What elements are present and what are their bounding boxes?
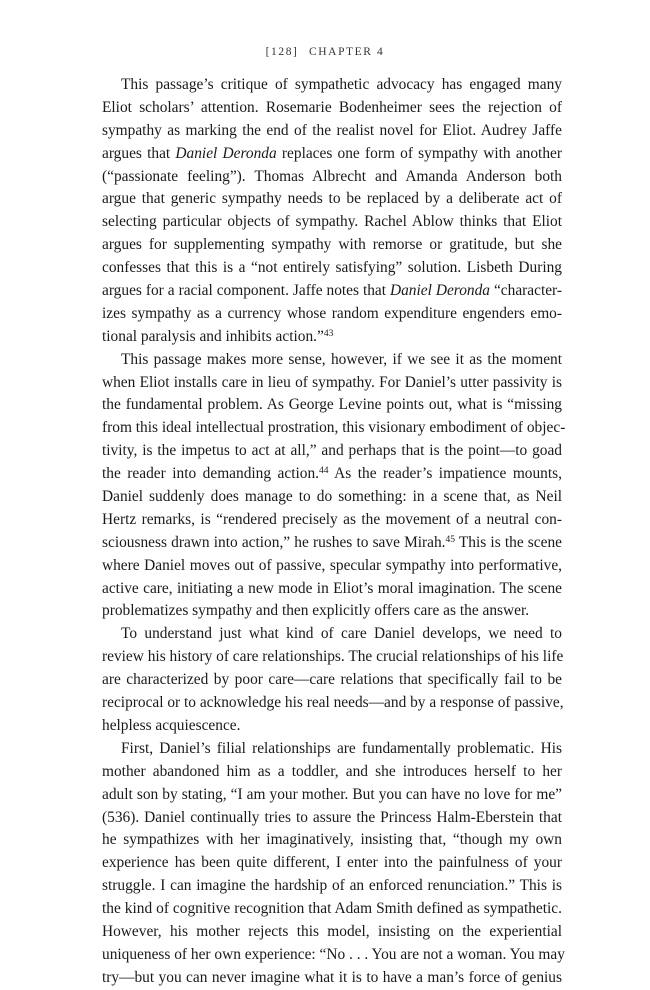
text-line: To understand just what kind of care Daniel develops, we need to bbox=[121, 625, 562, 643]
text-line: the kind of cognitive recognition that Adam Smith defined as sympathetic. bbox=[102, 900, 562, 918]
text-line: when Eliot installs care in lieu of sympathy. For Daniel’s utter passivity is bbox=[102, 373, 562, 391]
text-line: izes sympathy as a currency whose random expenditure engenders emo- bbox=[102, 304, 562, 322]
text-line: review his history of care relationships. The crucial relationships of his life bbox=[102, 648, 564, 666]
body-text bbox=[102, 74, 566, 990]
footnote-marker: 44 bbox=[319, 466, 329, 477]
running-header bbox=[0, 46, 650, 58]
text-line: (“passionate feeling”). Thomas Albrecht and Amanda Anderson both bbox=[102, 167, 562, 185]
text-line: the fundamental problem. As George Levine points out, what is “missing bbox=[102, 396, 562, 414]
text-line: argue that generic sympathy needs to be replaced by a deliberate act of bbox=[102, 190, 562, 208]
text-line: This passage makes more sense, however, if we see it as the moment bbox=[121, 350, 562, 368]
text-line: argues for supplementing sympathy with remorse or gratitude, but she bbox=[102, 236, 562, 254]
text-line: confesses that this is a “not entirely satisfying” solution. Lisbeth During bbox=[102, 259, 562, 277]
text-line: However, his mother rejects this model, insisting on the experiential bbox=[102, 922, 562, 940]
text-line: helpless acquiescence. bbox=[102, 716, 241, 734]
text-line: selecting particular objects of sympathy. Rachel Ablow thinks that Eliot bbox=[102, 213, 562, 231]
text-line: argues that Daniel Deronda replaces one form of sympathy with another bbox=[102, 144, 562, 162]
chapter-label: CHAPTER 4 bbox=[308, 46, 385, 58]
text-line: reciprocal or to acknowledge his real needs—and by a response of passive, bbox=[102, 694, 564, 712]
text-line: are characterized by poor care—care relations that specifically fail to be bbox=[102, 671, 562, 689]
text-line: he sympathizes with her imaginatively, insisting that, “though my own bbox=[102, 831, 562, 849]
text-line: First, Daniel’s filial relationships are fundamentally problematic. His bbox=[121, 739, 562, 757]
text-line: (536). Daniel continually tries to assure the Princess Halm-Eberstein that bbox=[102, 808, 562, 826]
text-line: the reader into demanding action.$^{44}$ As the reader’s impatience mounts, bbox=[102, 465, 562, 483]
text-line: adult son by stating, “I am your mother. But you can have no love for me” bbox=[102, 785, 562, 803]
footnote-marker: 43 bbox=[323, 328, 334, 339]
page-number: [128] bbox=[265, 46, 299, 58]
text-line: try—but you can never imagine what it is to have a man’s force of genius bbox=[102, 968, 562, 986]
text-line: sciousness drawn into action,” he rushes to save Mirah.$^{45}$ This is the scene bbox=[102, 533, 562, 551]
text-line: experience has been quite different, I enter into the painfulness of your bbox=[102, 854, 562, 872]
text-line: This passage’s critique of sympathetic advocacy has engaged many bbox=[121, 76, 562, 93]
text-line: struggle. I can imagine the hardship of an enforced renunciation.” This is bbox=[102, 877, 562, 895]
text-line: mother abandoned him as a toddler, and she introduces herself to her bbox=[102, 762, 562, 780]
text-line: from this ideal intellectual prostration, this visionary embodiment of objec- bbox=[102, 419, 566, 437]
text-line: uniqueness of her own experience: “No . . . You are not a woman. You may bbox=[102, 945, 565, 963]
text-line: Daniel suddenly does manage to do something: in a scene that, as Neil bbox=[102, 488, 562, 506]
italic-title: Daniel Deronda bbox=[175, 144, 277, 162]
footnote-marker: 45 bbox=[445, 534, 456, 545]
italic-title: Daniel Deronda bbox=[390, 282, 490, 300]
text-line: Hertz remarks, is “rendered precisely as the movement of a neutral con- bbox=[102, 510, 562, 528]
text-line: sympathy as marking the end of the realist novel for Eliot. Audrey Jaffe bbox=[102, 121, 562, 139]
text-line: problematizes sympathy and then explicitly offers care as the answer. bbox=[102, 602, 530, 620]
text-line: tional paralysis and inhibits action.”$^{43}$ bbox=[102, 327, 334, 345]
text-line: argues for a racial component. Jaffe notes that Daniel Deronda “character- bbox=[102, 282, 562, 300]
text-line: active care, initiating a new mode in Eliot’s moral imagination. The scene bbox=[102, 579, 562, 597]
text-line: where Daniel moves out of passive, specular sympathy into performative, bbox=[102, 556, 562, 574]
text-line: Eliot scholars’ attention. Rosemarie Bodenheimer sees the rejection of bbox=[102, 98, 562, 116]
text-line: tivity, is the impetus to act at all,” and perhaps that is the point—to goad bbox=[102, 442, 562, 460]
